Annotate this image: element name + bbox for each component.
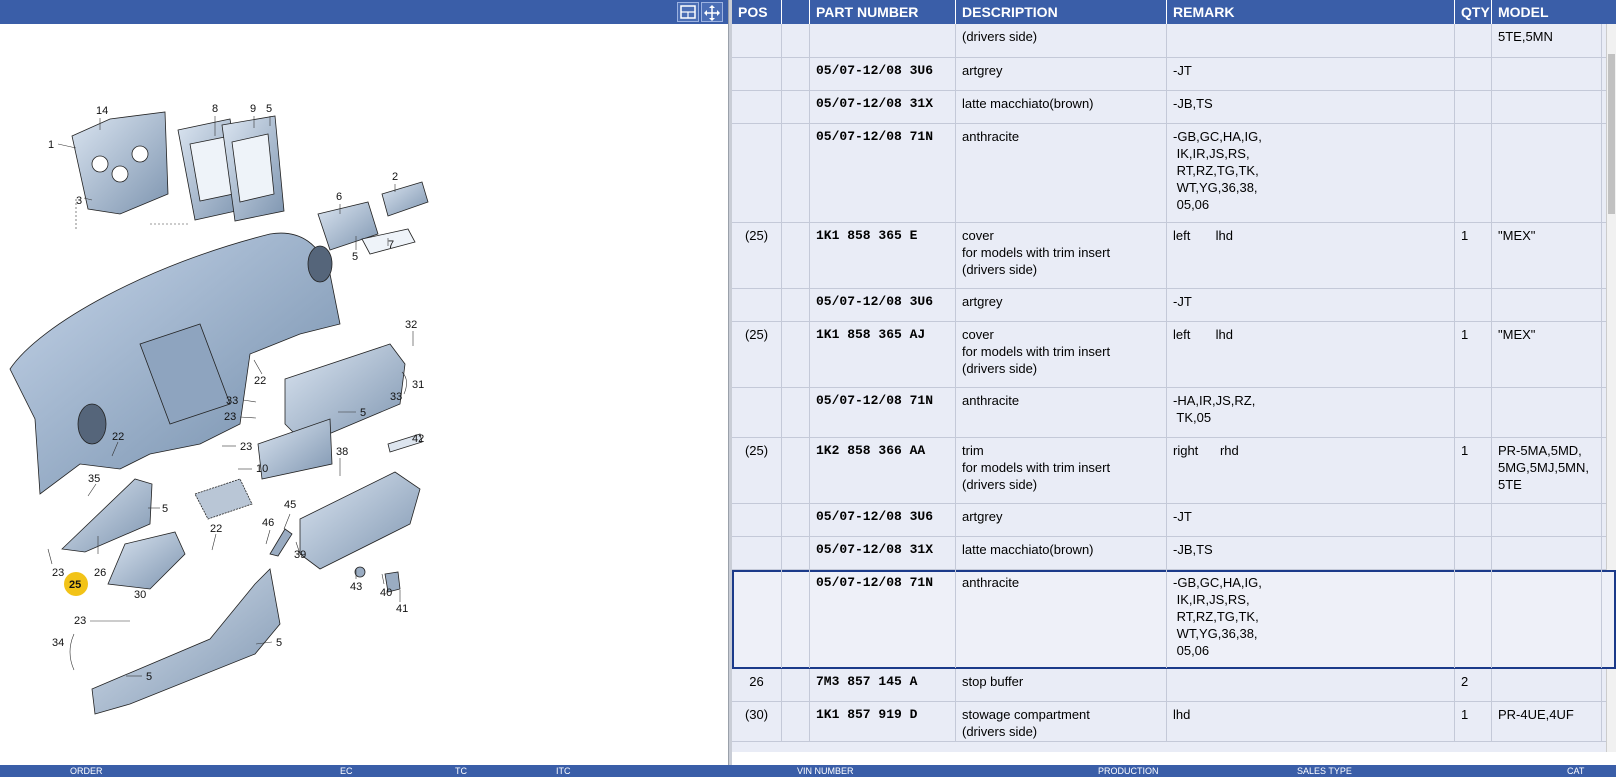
cell-remark: -JB,TS: [1167, 91, 1455, 123]
header-model[interactable]: MODEL: [1498, 4, 1549, 20]
cell-description: artgrey: [956, 58, 1167, 90]
status-bar: [0, 765, 1616, 777]
callout-3: 3: [76, 195, 83, 207]
callout-23: 23: [74, 615, 87, 627]
callout-32: 32: [405, 319, 418, 331]
callout-46: 46: [262, 517, 275, 529]
callout-9: 9: [250, 103, 257, 115]
cell-qty: 1: [1455, 223, 1492, 288]
table-row[interactable]: [732, 124, 1616, 223]
status-ec: EC: [340, 766, 353, 776]
status-vin: VIN NUMBER: [797, 766, 854, 776]
cell-pos: [732, 537, 782, 569]
callout-5: 5: [146, 671, 153, 683]
cell-model: [1492, 289, 1602, 321]
table-row[interactable]: [732, 504, 1616, 537]
cell-model: [1492, 537, 1602, 569]
cell-gap: [782, 570, 810, 668]
cell-model: [1492, 669, 1602, 701]
parts-diagram[interactable]: [0, 24, 728, 765]
cell-model: [1492, 504, 1602, 536]
cell-gap: [782, 124, 810, 222]
cell-description: latte macchiato(brown): [956, 91, 1167, 123]
callout-5: 5: [162, 503, 169, 515]
cell-qty: [1455, 24, 1492, 57]
callout-5: 5: [360, 407, 367, 419]
callout-5: 5: [266, 103, 273, 115]
cell-qty: 1: [1455, 702, 1492, 741]
cell-pos: (25): [732, 322, 782, 387]
callout-33: 33: [226, 395, 239, 407]
table-row[interactable]: [732, 322, 1616, 388]
cell-gap: [782, 289, 810, 321]
table-row[interactable]: [732, 289, 1616, 322]
cell-part-number: 1K1 857 919 D: [810, 702, 956, 741]
cell-gap: [782, 322, 810, 387]
diagram-toolbar: [0, 0, 730, 24]
cell-description: stowage compartment (drivers side): [956, 702, 1167, 741]
table-row[interactable]: [732, 702, 1616, 742]
layout-icon: [680, 5, 696, 19]
callout-31: 31: [412, 379, 425, 391]
cell-model: [1492, 388, 1602, 437]
table-row[interactable]: [732, 388, 1616, 438]
cell-qty: [1455, 537, 1492, 569]
cell-remark: [1167, 24, 1455, 57]
cell-remark: -JT: [1167, 289, 1455, 321]
header-gap: [782, 0, 810, 24]
cell-part-number: 1K2 858 366 AA: [810, 438, 956, 503]
callout-5: 5: [276, 637, 283, 649]
cell-qty: [1455, 124, 1492, 222]
cell-remark: -JT: [1167, 58, 1455, 90]
callout-23: 23: [52, 567, 65, 579]
move-button[interactable]: [701, 2, 723, 22]
cell-pos: 26: [732, 669, 782, 701]
table-header: [732, 0, 1616, 24]
cell-model: [1492, 91, 1602, 123]
cell-description: cover for models with trim insert (drivers side): [956, 322, 1167, 387]
cell-remark: left lhd: [1167, 223, 1455, 288]
cell-pos: [732, 570, 782, 668]
table-row[interactable]: [732, 58, 1616, 91]
status-order: ORDER: [70, 766, 103, 776]
cell-model: [1492, 58, 1602, 90]
cell-model: "MEX": [1492, 223, 1602, 288]
cell-part-number: 1K1 858 365 E: [810, 223, 956, 288]
cell-gap: [782, 24, 810, 57]
callout-43: 43: [350, 581, 363, 593]
cell-remark: -HA,IR,JS,RZ, TK,05: [1167, 388, 1455, 437]
callout-30: 30: [134, 589, 147, 601]
cell-remark: -JB,TS: [1167, 537, 1455, 569]
status-itc: ITC: [556, 766, 571, 776]
cell-part-number: 05/07-12/08 71N: [810, 570, 956, 668]
callout-42: 42: [412, 433, 425, 445]
cell-gap: [782, 669, 810, 701]
header-qty[interactable]: QTY: [1455, 0, 1492, 24]
cell-part-number: [810, 24, 956, 57]
cell-qty: [1455, 570, 1492, 668]
cell-pos: [732, 124, 782, 222]
header-description[interactable]: DESCRIPTION: [956, 0, 1167, 24]
cell-model: "MEX": [1492, 322, 1602, 387]
cell-part-number: 05/07-12/08 3U6: [810, 58, 956, 90]
cell-model: PR-4UE,4UF: [1492, 702, 1602, 741]
callout-22: 22: [210, 523, 223, 535]
move-icon: [704, 5, 720, 21]
cell-qty: [1455, 58, 1492, 90]
cell-qty: 1: [1455, 438, 1492, 503]
cell-pos: [732, 91, 782, 123]
cell-part-number: 05/07-12/08 31X: [810, 537, 956, 569]
cell-gap: [782, 58, 810, 90]
cell-model: [1492, 124, 1602, 222]
status-sales-type: SALES TYPE: [1297, 766, 1352, 776]
callout-26: 26: [94, 567, 107, 579]
cell-description: artgrey: [956, 504, 1167, 536]
cell-description: (drivers side): [956, 24, 1167, 57]
cell-pos: [732, 24, 782, 57]
callout-45: 45: [284, 499, 297, 511]
cell-qty: [1455, 91, 1492, 123]
parts-table: [732, 0, 1616, 752]
callout-22: 22: [254, 375, 267, 387]
callout-22: 22: [112, 431, 125, 443]
cell-qty: [1455, 388, 1492, 437]
cell-qty: [1455, 504, 1492, 536]
cell-qty: [1455, 289, 1492, 321]
cell-part-number: 05/07-12/08 31X: [810, 91, 956, 123]
cell-gap: [782, 91, 810, 123]
cell-remark: -GB,GC,HA,IG, IK,IR,JS,RS, RT,RZ,TG,TK, WT,YG,36,38, 05,06: [1167, 124, 1455, 222]
cell-pos: (25): [732, 438, 782, 503]
callout-33: 33: [390, 391, 403, 403]
cell-description: stop buffer: [956, 669, 1167, 701]
callout-38: 38: [336, 446, 349, 458]
table-body: [732, 24, 1616, 742]
layout-toggle-button[interactable]: [677, 2, 699, 22]
table-row[interactable]: [732, 669, 1616, 702]
callout-23: 23: [224, 411, 237, 423]
cell-pos: (25): [732, 223, 782, 288]
status-production: PRODUCTION: [1098, 766, 1159, 776]
cell-gap: [782, 537, 810, 569]
cell-description: anthracite: [956, 124, 1167, 222]
callout-6: 6: [336, 191, 343, 203]
callout-34: 34: [52, 637, 65, 649]
cell-part-number: 7M3 857 145 A: [810, 669, 956, 701]
cell-description: cover for models with trim insert (drivers side): [956, 223, 1167, 288]
callout-39: 39: [294, 549, 307, 561]
cell-description: latte macchiato(brown): [956, 537, 1167, 569]
cell-pos: [732, 388, 782, 437]
cell-pos: [732, 58, 782, 90]
cell-remark: -JT: [1167, 504, 1455, 536]
cell-description: trim for models with trim insert (drivers side): [956, 438, 1167, 503]
callout-7: 7: [388, 239, 395, 251]
callout-2: 2: [392, 171, 399, 183]
callout-5: 5: [352, 251, 359, 263]
callout-25: 25: [69, 579, 82, 591]
table-row[interactable]: [732, 223, 1616, 289]
table-row[interactable]: [732, 537, 1616, 570]
callout-23: 23: [240, 441, 253, 453]
cell-description: artgrey: [956, 289, 1167, 321]
table-row[interactable]: [732, 24, 1616, 58]
callout-35: 35: [88, 473, 101, 485]
cell-gap: [782, 504, 810, 536]
status-cat: CAT: [1567, 766, 1585, 776]
cell-pos: [732, 289, 782, 321]
callout-40: 40: [380, 587, 393, 599]
cell-description: anthracite: [956, 570, 1167, 668]
cell-model: PR-5MA,5MD, 5MG,5MJ,5MN, 5TE: [1492, 438, 1602, 503]
cell-model: [1492, 570, 1602, 668]
callout-8: 8: [212, 103, 219, 115]
scrollbar-thumb[interactable]: [1608, 54, 1615, 214]
callout-14: 14: [96, 105, 109, 117]
cell-part-number: 05/07-12/08 3U6: [810, 504, 956, 536]
header-part-number[interactable]: PART NUMBER: [810, 0, 956, 24]
header-remark[interactable]: REMARK: [1167, 0, 1455, 24]
cell-qty: 2: [1455, 669, 1492, 701]
cell-part-number: 05/07-12/08 71N: [810, 124, 956, 222]
header-pos[interactable]: POS: [732, 0, 782, 24]
cell-gap: [782, 702, 810, 741]
cell-remark: -GB,GC,HA,IG, IK,IR,JS,RS, RT,RZ,TG,TK, WT,YG,36,38, 05,06: [1167, 570, 1455, 668]
cell-remark: left lhd: [1167, 322, 1455, 387]
cell-remark: [1167, 669, 1455, 701]
cell-remark: lhd: [1167, 702, 1455, 741]
cell-gap: [782, 388, 810, 437]
cell-pos: [732, 504, 782, 536]
cell-description: anthracite: [956, 388, 1167, 437]
cell-model: 5TE,5MN: [1492, 24, 1602, 57]
table-row[interactable]: [732, 91, 1616, 124]
callout-41: 41: [396, 603, 409, 615]
callout-10: 10: [256, 463, 269, 475]
cell-gap: [782, 223, 810, 288]
callout-1: 1: [48, 139, 55, 151]
table-row[interactable]: [732, 570, 1616, 669]
cell-part-number: 05/07-12/08 71N: [810, 388, 956, 437]
status-tc: TC: [455, 766, 467, 776]
cell-pos: (30): [732, 702, 782, 741]
cell-part-number: 1K1 858 365 AJ: [810, 322, 956, 387]
cell-gap: [782, 438, 810, 503]
table-row[interactable]: [732, 438, 1616, 504]
cell-remark: right rhd: [1167, 438, 1455, 503]
cell-qty: 1: [1455, 322, 1492, 387]
cell-part-number: 05/07-12/08 3U6: [810, 289, 956, 321]
